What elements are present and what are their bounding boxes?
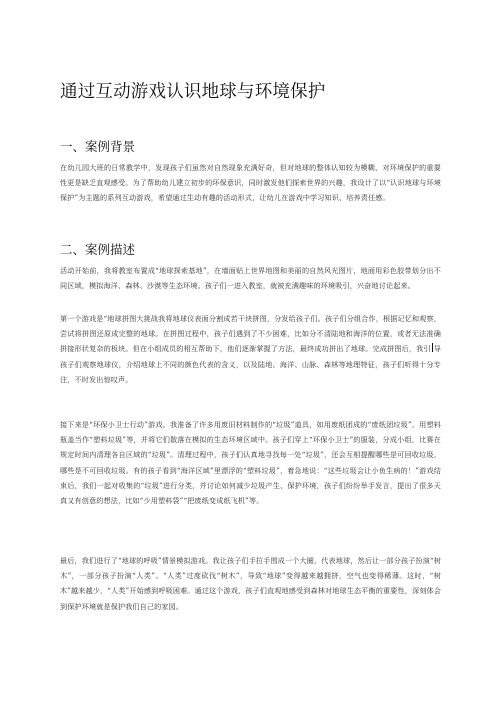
- section-heading-background: 一、案例背景: [60, 139, 136, 154]
- paragraph-background: 在幼儿园大班的日常教学中，发现孩子们虽然对自然现象充满好奇，但对地球的整体认知较为模糊，对环境保护的重要性更是缺乏直观感受。为了帮助幼儿建立初步的环保意识，同时激发他们探索世界的兴趣，我设计了以“认识地球与环境保护”为主题的系列互动游戏，希望通过生动有趣的活动形式，让幼儿在游戏中学习知识、培养责任感。: [60, 163, 441, 203]
- paragraph-earth-breathing-game: 最后，我们进行了“地球的呼吸”情景模拟游戏。我让孩子们手拉手围成一个大圈，代表地球，然后让一部分孩子扮演“树木”，一部分孩子扮演“人类”。“人类”过度砍伐“树木”，导致“地球”变得越来越拥挤，空气也变得稀薄。这时，“树木”越来越少，“人类”开始感到呼吸困难。通过这个游戏，孩子们直观地感受到森林对地球生态平衡的重要性，深刻体会到保护环境就是保护我们自己的家园。: [60, 556, 441, 611]
- document-title: 通过互动游戏认识地球与环境保护: [60, 82, 326, 102]
- text-cursor: [432, 343, 433, 352]
- paragraph-setup: 活动开始前，我将教室布置成“地球探索基地”，在墙面贴上世界地图和美丽的自然风光图片，地面用彩色胶带划分出不同区域，模拟海洋、森林、沙漠等生态环境。孩子们一进入教室，就被充满趣味的环境吸引，兴奋地讨论起来。: [60, 266, 441, 291]
- paragraph-eco-guard-game: 接下来是“环保小卫士行动”游戏。我准备了许多用废旧材料制作的“垃圾”道具，如用废纸团成的“废纸团垃圾”、用塑料瓶盖当作“塑料垃圾”等，并将它们散落在模拟的生态环境区域中。孩子们穿上“环保小卫士”的服装，分成小组，比赛在规定时间内清理各自区域的“垃圾”。清理过程中，孩子们认真地寻找每一处“垃圾”，还会互相提醒哪些是可回收垃圾，哪些是不可回收垃圾。有的孩子看到“海洋区域”里漂浮的“塑料垃圾”，着急地说：“这些垃圾会让小鱼生病的！”游戏结束后，我们一起对收集的“垃圾”进行分类，并讨论如何减少垃圾产生、保护环境，孩子们纷纷举手发言，提出了很多天真又有创意的想法，比如“少用塑料袋”“把废纸变成纸飞机”等。: [60, 420, 441, 506]
- paragraph-puzzle-game: [60, 311, 441, 387]
- section-heading-description: 二、案例描述: [60, 242, 136, 257]
- paragraph-puzzle-game-part1: 第一个游戏是“地球拼图大挑战我将地球仪表面分割成若干块拼图，分发给孩子们。孩子们分组合作，根据记忆和观察，尝试将拼图还原成完整的地球。在拼图过程中，孩子们遇到了不少困难，比如分不清陆地和海洋的位置，或者无法准确拼接形状复杂的板块。但在小组成员的相互帮助下，他们逐渐掌握了方法，最终成功拼出了地球。完成拼图后，我引: [60, 314, 441, 354]
- paragraph-puzzle-game-part2: 导孩子们观察地球仪，介绍地球上不同的颜色代表的含义，以及陆地、海洋、山脉、森林等地理特征，孩子们听得十分专注，不时发出惊叹声。: [60, 344, 441, 384]
